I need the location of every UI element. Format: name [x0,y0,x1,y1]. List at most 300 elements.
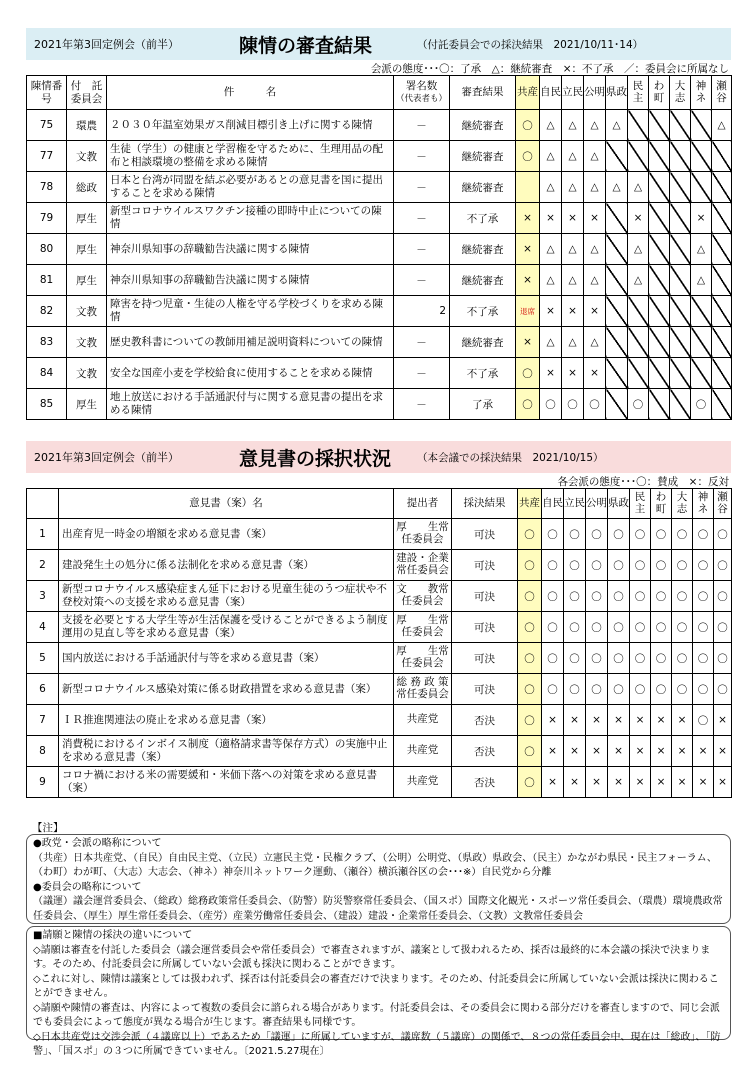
mark-symbol: 〇 [717,652,728,665]
mark-symbol: × [548,745,557,757]
opinion-table [26,488,732,798]
opinion-no: 2 [27,550,59,581]
mark-symbol: △ [696,274,706,286]
mark-symbol: 〇 [569,652,580,665]
faction-mark [630,519,651,550]
faction-mark [649,110,670,141]
faction-mark [693,581,714,612]
mark-symbol: × [590,212,599,224]
faction-mark [649,141,670,172]
mark-symbol: × [677,714,687,726]
faction-header: 自民 [542,489,564,519]
petition-subject: ２０３０年温室効果ガス削減目標引き上げに関する陳情 [107,110,394,141]
faction-mark [714,767,732,798]
mark-symbol: × [570,714,579,726]
mark-symbol: 〇 [717,621,728,634]
faction-mark [564,581,586,612]
petition-no: 79 [27,203,67,234]
mark-symbol: × [677,745,687,757]
committee: 環農 [67,110,107,141]
mark-symbol: △ [633,243,643,255]
proposer: 共産党 [394,767,452,798]
faction-mark [672,612,693,643]
committee: 文教 [67,141,107,172]
faction-mark [586,736,608,767]
note-line: ■請願と陳情の採決の違いについて [33,930,193,941]
mark-symbol: 〇 [717,528,728,541]
faction-mark [670,296,691,327]
faction-mark [630,767,651,798]
mark-symbol: × [656,745,666,757]
signature-count: － [394,234,450,265]
petition-subject: 障害を持つ児童・生徒の人権を守る学校づくりを求める陳情 [107,296,394,327]
mark-symbol: △ [696,243,706,255]
review-result: 継続審査 [450,265,516,296]
petition-no: 85 [27,389,67,420]
faction-mark [540,172,562,203]
mark-symbol: 〇 [634,590,646,603]
opinion-no: 4 [27,612,59,643]
faction-mark [691,358,712,389]
mark-symbol: × [614,745,623,757]
faction-mark [651,643,672,674]
faction-mark [714,674,732,705]
faction-mark [628,110,649,141]
mark-symbol: 〇 [591,559,602,572]
faction-mark [540,296,562,327]
faction-mark [540,141,562,172]
faction-mark [670,327,691,358]
faction-mark [606,203,628,234]
mark-symbol: 〇 [632,398,644,411]
mark-symbol: 退席 [520,307,535,316]
header-subject: 件 名 [107,76,394,110]
faction-mark [691,203,712,234]
mark-symbol: 〇 [717,683,728,696]
faction-mark [518,767,542,798]
signatures-label: 署名数 [405,80,438,93]
mark-symbol: 〇 [591,621,602,634]
table-row [27,141,732,172]
mark-symbol: × [698,776,708,788]
faction-mark [672,550,693,581]
faction-header: 立民 [562,76,584,110]
petition-no: 84 [27,358,67,389]
faction-mark [693,550,714,581]
vote-result: 可決 [452,643,518,674]
faction-header: 立民 [564,489,586,519]
faction-mark [542,581,564,612]
header-opinion-no [27,489,59,519]
mark-symbol: × [570,776,579,788]
faction-mark [542,674,564,705]
faction-mark [714,550,732,581]
faction-mark [691,172,712,203]
committee: 厚生 [67,265,107,296]
mark-symbol: 〇 [634,528,646,541]
mark-symbol: 〇 [522,398,533,411]
review-result: 継続審査 [450,327,516,358]
faction-mark [584,265,606,296]
mark-symbol: × [635,745,645,757]
mark-symbol: 〇 [676,652,688,665]
mark-symbol: 〇 [655,621,667,634]
mark-symbol: 〇 [697,621,709,634]
committee: 文教 [67,358,107,389]
mark-symbol: × [548,714,557,726]
faction-mark [562,327,584,358]
note-line: ◇これに対し、陳情は議案としては扱われず、採否は付託委員会の審査だけで決まります。そのため、付託委員会に所属していない会派は採決に関わることができません。 [33,973,719,999]
opinion-no: 8 [27,736,59,767]
opinion-no: 9 [27,767,59,798]
petition-subject: 地上放送における手話通訳付与に関する意見書の提出を求める陳情 [107,389,394,420]
committee: 厚生 [67,203,107,234]
mark-symbol: △ [590,274,599,286]
faction-mark [630,736,651,767]
faction-mark [542,519,564,550]
faction-mark [516,110,540,141]
petition-subject: 新型コロナウイルスワクチン接種の即時中止についての陳情 [107,203,394,234]
faction-mark [608,612,630,643]
mark-symbol: 〇 [613,683,624,696]
faction-mark [651,674,672,705]
mark-symbol: 〇 [697,559,709,572]
faction-mark [564,736,586,767]
mark-symbol: 〇 [717,559,728,572]
mark-symbol: 〇 [676,590,688,603]
table-row [27,581,732,612]
faction-mark [586,705,608,736]
faction-mark [649,327,670,358]
faction-mark [630,705,651,736]
faction-mark [586,674,608,705]
note-line: ◇請願や陳情の審査は、内容によって複数の委員会に諮られる場合があります。付託委員会は、その委員会に関わる部分だけを審査しますので、同じ会派でも委員会によって態度が異なる場合が生じます。審査結果も同様です。 [33,1002,720,1028]
signature-count: － [394,327,450,358]
opinion-session: 2021年第3回定例会（前半） [34,451,179,464]
mark-symbol: 〇 [676,559,688,572]
mark-symbol: 〇 [655,528,667,541]
faction-mark [670,110,691,141]
faction-header: わ町 [651,489,672,519]
mark-symbol: × [696,212,706,224]
mark-symbol: × [590,367,599,379]
petition-no: 82 [27,296,67,327]
mark-symbol: 〇 [613,590,624,603]
mark-symbol: 〇 [545,398,556,411]
mark-symbol: × [568,212,577,224]
committee: 厚生 [67,234,107,265]
faction-mark [542,643,564,674]
review-result: 継続審査 [450,110,516,141]
mark-symbol: 〇 [524,590,535,603]
vote-result: 可決 [452,519,518,550]
faction-header: 県政 [606,76,628,110]
faction-mark [712,265,732,296]
faction-header: 共産 [516,76,540,110]
faction-mark [628,234,649,265]
faction-mark [540,389,562,420]
faction-mark [542,736,564,767]
mark-symbol: × [523,212,532,224]
mark-symbol: △ [633,274,643,286]
faction-mark [649,203,670,234]
mark-symbol: 〇 [634,683,646,696]
mark-symbol: △ [590,181,599,193]
mark-symbol: 〇 [676,621,688,634]
mark-symbol: 〇 [547,590,558,603]
faction-mark [516,234,540,265]
opinion-no: 5 [27,643,59,674]
faction-mark [691,327,712,358]
committee: 文教 [67,327,107,358]
faction-mark [564,643,586,674]
faction-mark [693,643,714,674]
mark-symbol: 〇 [524,528,535,541]
opinion-name: 国内放送における手話通訳付与等を求める意見書（案） [59,643,394,674]
mark-symbol: 〇 [569,590,580,603]
faction-mark [606,327,628,358]
mark-symbol: × [523,336,532,348]
mark-symbol: 〇 [591,528,602,541]
faction-mark [540,203,562,234]
mark-symbol: 〇 [655,683,667,696]
faction-mark [608,705,630,736]
faction-mark [628,296,649,327]
faction-mark [691,234,712,265]
mark-symbol: △ [590,150,599,162]
mark-symbol: 〇 [717,590,728,603]
faction-mark [651,581,672,612]
faction-mark [584,327,606,358]
faction-mark [584,234,606,265]
faction-mark [518,519,542,550]
mark-symbol: 〇 [634,621,646,634]
faction-header: 瀬谷 [712,76,732,110]
faction-mark [628,327,649,358]
opinion-subtitle: （本会議での採決結果 2021/10/15） [417,451,604,464]
faction-mark [586,550,608,581]
petition-subject: 安全な国産小麦を学校給食に使用することを求める陳情 [107,358,394,389]
table-row [27,705,732,736]
mark-symbol: △ [546,243,555,255]
mark-symbol: 〇 [569,621,580,634]
petition-subject: 日本と台湾が同盟を結ぶ必要があるとの意見書を国に提出することを求める陳情 [107,172,394,203]
signature-count: － [394,389,450,420]
mark-symbol: × [656,714,666,726]
signatures-note: （代表者も） [395,94,447,105]
table-row [27,389,732,420]
opinion-no: 1 [27,519,59,550]
mark-symbol: △ [546,274,555,286]
mark-symbol: 〇 [676,528,688,541]
faction-mark [542,550,564,581]
mark-symbol: × [590,305,599,317]
review-result: 継続審査 [450,234,516,265]
faction-mark [540,265,562,296]
mark-symbol: 〇 [569,683,580,696]
faction-mark [584,296,606,327]
faction-mark [693,519,714,550]
mark-symbol: 〇 [522,150,533,163]
faction-mark [714,581,732,612]
faction-mark [518,550,542,581]
notes-abbreviations-box [26,834,731,924]
faction-mark [518,736,542,767]
mark-symbol: 〇 [634,652,646,665]
faction-mark [542,612,564,643]
opinion-name: 消費税におけるインボイス制度（適格請求書等保存方式）の実施中止を求める意見書（案） [59,736,394,767]
faction-mark [608,519,630,550]
note-line: ◇請願は審査を付託した委員会（議会運営委員会や常任委員会）で審査されますが、議案として扱われるため、採否は最終的に本会議の採決で決まります。そのため、付託委員会に所属していない会派も採決に関わることができます。 [33,944,711,970]
mark-symbol: 〇 [524,559,535,572]
faction-mark [712,327,732,358]
mark-symbol: 〇 [695,398,707,411]
mark-symbol: △ [568,336,577,348]
faction-mark [691,265,712,296]
table-row [27,736,732,767]
petition-no: 80 [27,234,67,265]
faction-header: 民主 [628,76,649,110]
faction-mark [672,519,693,550]
faction-mark [712,234,732,265]
table-row [27,767,732,798]
review-result: 継続審査 [450,172,516,203]
vote-result: 可決 [452,674,518,705]
faction-mark [670,265,691,296]
signature-count: － [394,203,450,234]
faction-mark [584,141,606,172]
faction-mark [606,389,628,420]
petition-subject: 神奈川県知事の辞職勧告決議に関する陳情 [107,265,394,296]
faction-mark [651,767,672,798]
opinion-name: 新型コロナウイルス感染対策に係る財政措置を求める意見書（案） [59,674,394,705]
faction-mark [712,203,732,234]
faction-mark [606,358,628,389]
petition-table [26,75,732,420]
faction-mark [714,643,732,674]
faction-mark [691,389,712,420]
table-row [27,519,732,550]
faction-mark [540,358,562,389]
faction-mark [670,203,691,234]
mark-symbol: 〇 [547,528,558,541]
mark-symbol: 〇 [524,652,535,665]
opinion-legend: 各会派の態度･･･〇：賛成 ×：反対 [557,476,729,488]
faction-mark [562,296,584,327]
faction-mark [516,141,540,172]
review-result: 了承 [450,389,516,420]
mark-symbol: × [656,776,666,788]
faction-mark [516,296,540,327]
mark-symbol: 〇 [547,683,558,696]
mark-symbol: △ [568,181,577,193]
petition-subject: 生徒（学生）の健康と学習権を守るために、生理用品の配布と相談環境の整備を求める陳情 [107,141,394,172]
review-result: 不了承 [450,358,516,389]
faction-mark [562,110,584,141]
faction-mark [562,358,584,389]
mark-symbol: × [523,243,532,255]
faction-mark [712,141,732,172]
mark-symbol: 〇 [591,652,602,665]
header-committee: 付 託委員会 [67,76,107,110]
mark-symbol: △ [546,119,555,131]
faction-mark [540,234,562,265]
faction-mark [516,327,540,358]
table-row [27,327,732,358]
mark-symbol: △ [717,119,726,131]
faction-mark [606,234,628,265]
faction-mark [651,550,672,581]
faction-mark [714,736,732,767]
proposer: 共産党 [394,705,452,736]
table-row [27,172,732,203]
faction-mark [562,203,584,234]
faction-mark [584,172,606,203]
mark-symbol: 〇 [547,559,558,572]
table-row [27,296,732,327]
faction-mark [649,358,670,389]
faction-mark [670,389,691,420]
faction-header: 大志 [672,489,693,519]
petition-legend: 会派の態度･･･〇：了承 △：継続審査 ×：不了承 ／：委員会に所属なし [370,63,729,75]
faction-mark [672,767,693,798]
mark-symbol: 〇 [569,528,580,541]
faction-mark [630,581,651,612]
petition-banner [26,28,731,60]
mark-symbol: 〇 [547,621,558,634]
mark-symbol: × [698,745,708,757]
faction-mark [516,203,540,234]
proposer: 総 務 政 策常任委員会 [394,674,452,705]
mark-symbol: 〇 [613,652,624,665]
mark-symbol: 〇 [524,714,535,727]
vote-result: 否決 [452,767,518,798]
faction-mark [606,110,628,141]
faction-header: わ町 [649,76,670,110]
table-row [27,358,732,389]
mark-symbol: △ [612,181,621,193]
faction-mark [542,767,564,798]
faction-mark [518,705,542,736]
faction-mark [584,110,606,141]
petition-subject: 神奈川県知事の辞職勧告決議に関する陳情 [107,234,394,265]
faction-mark [670,141,691,172]
mark-symbol: △ [590,336,599,348]
faction-mark [714,705,732,736]
note-line: ●政党・会派の略称について [33,838,162,849]
petition-title: 陳情の審査結果 [239,34,373,57]
notes-head: 【注】 [32,822,64,834]
faction-mark [670,172,691,203]
mark-symbol: 〇 [524,621,535,634]
mark-symbol: × [592,776,601,788]
faction-mark [672,705,693,736]
faction-mark [691,110,712,141]
mark-symbol: × [548,776,557,788]
mark-symbol: × [633,212,643,224]
faction-mark [628,265,649,296]
header-proposer: 提出者 [394,489,452,519]
committee: 文教 [67,296,107,327]
mark-symbol: △ [568,119,577,131]
opinion-name: 建設発生土の処分に係る法制化を求める意見書（案） [59,550,394,581]
faction-mark [564,612,586,643]
proposer: 厚 生常任委員会 [394,612,452,643]
mark-symbol: 〇 [697,590,709,603]
faction-mark [630,550,651,581]
mark-symbol: 〇 [547,652,558,665]
faction-mark [608,736,630,767]
